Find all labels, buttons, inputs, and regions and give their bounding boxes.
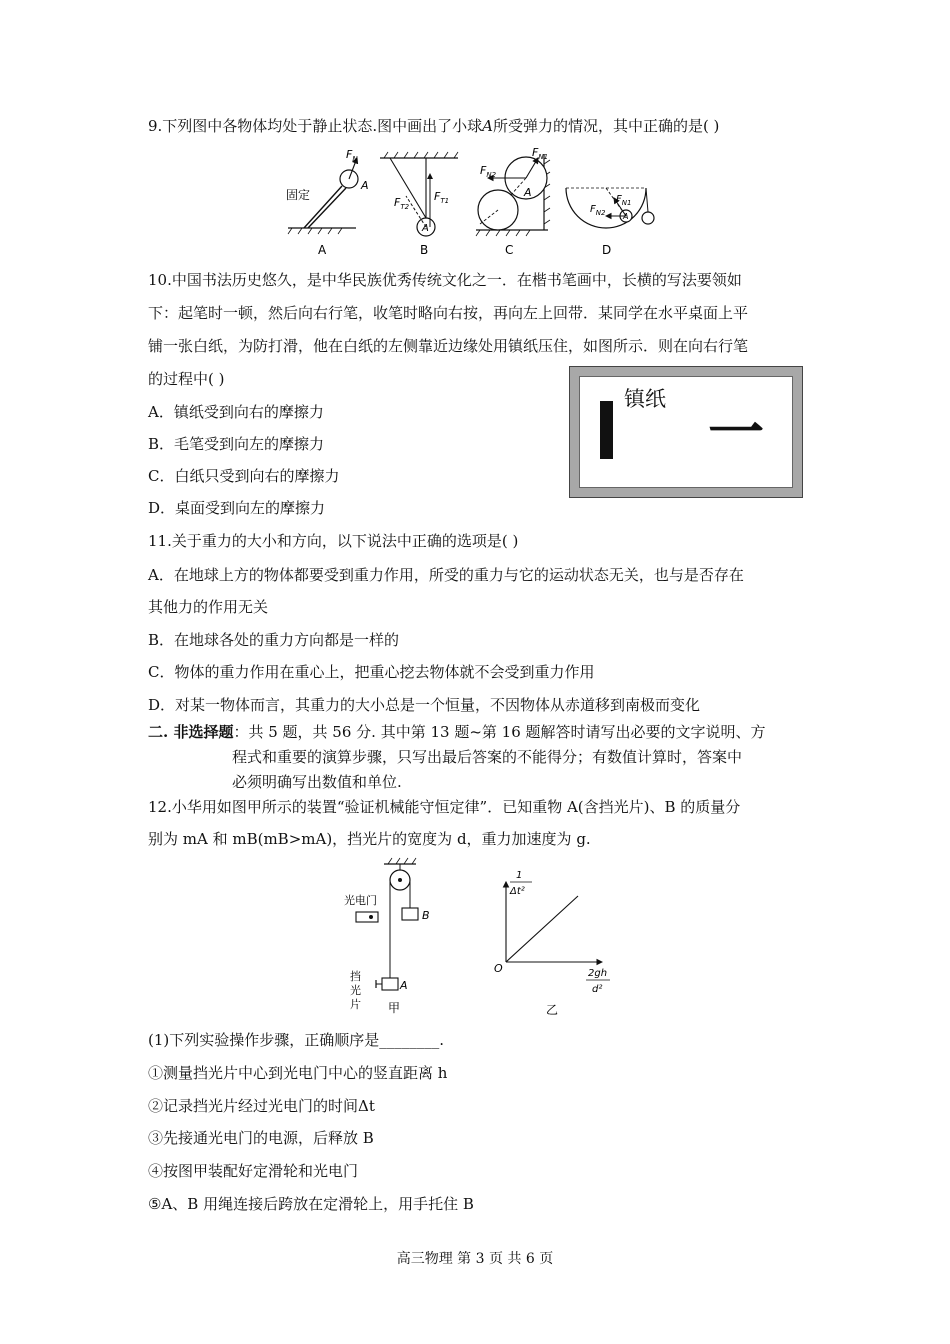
q11-option-c: C．物体的重力作用在重心上，把重心挖去物体就不会受到重力作用 [148, 663, 595, 681]
q12-line-2: 别为 mA 和 mB(mB>mA)，挡光片的宽度为 d，重力加速度为 g. [148, 830, 591, 848]
q9-b-ball-label: A [422, 223, 429, 234]
q12-y-axis-den: Δt² [510, 886, 525, 897]
q12-figures [340, 856, 630, 1018]
q9-a-fn-label: $F_N$ [346, 148, 358, 163]
q9-a-caption: A [318, 243, 327, 257]
q12-apparatus [344, 858, 430, 1015]
q9-b-ft1-label: $F_{T1}$ [434, 190, 450, 205]
q9-c-fn1-label: $F_{N1}$ [532, 146, 549, 161]
q10-line-4: 的过程中( ) [148, 370, 225, 388]
q9-figure-d [566, 188, 654, 257]
q12-shade-label-2: 光 [350, 984, 361, 997]
q9-stem-text: 9.下列图中各物体均处于静止状态.图中画出了小球 [148, 117, 483, 135]
q12-step-2: ②记录挡光片经过光电门的时间Δt [148, 1097, 375, 1115]
q11-option-d: D．对某一物体而言，其重力的大小总是一个恒量，不因物体从赤道移到南极而变化 [148, 696, 701, 714]
q12-caption-right: 乙 [546, 1003, 559, 1017]
q12-step-3: ③先接通光电门的电源，后释放 B [148, 1129, 374, 1147]
page-footer: 高三物理 第 3 页 共 6 页 [396, 1251, 554, 1267]
q9-figures [280, 144, 670, 258]
q9-figure-b [380, 152, 458, 257]
q9-d-ball-label: A [623, 212, 629, 221]
q11-option-a-line-2: 其他力的作用无关 [148, 598, 269, 616]
q9-c-fn2-label: $F_{N2}$ [480, 164, 497, 179]
q12-step-1: ①测量挡光片中心到光电门中心的竖直距离 h [148, 1064, 448, 1082]
q12-block-b-label: B [422, 909, 430, 922]
q12-x-axis-num: 2gh [588, 968, 608, 979]
q12-graph [494, 870, 610, 1017]
q12-step-4: ④按图甲装配好定滑轮和光电门 [148, 1162, 359, 1180]
q12-shade-label-1: 挡 [350, 970, 361, 983]
q12-y-axis-num: 1 [516, 870, 523, 881]
q12-step-5: ⑤A、B 用绳连接后跨放在定滑轮上，用手托住 B [148, 1195, 474, 1213]
q10-option-a: A．镇纸受到向右的摩擦力 [148, 403, 324, 421]
section-2-line-1 [148, 722, 766, 742]
q9-stem-end: 所受弹力的情况，其中正确的是( ) [492, 117, 720, 135]
q9-a-fixed-label: 固定 [286, 188, 311, 202]
q9-stem [148, 116, 719, 136]
section-2-line-3: 必须明确写出数值和单位. [232, 773, 402, 791]
q9-figure-c [476, 146, 550, 257]
q12-caption-left: 甲 [388, 1001, 401, 1015]
q10-line-1: 10.中国书法历史悠久，是中华民族优秀传统文化之一．在楷书笔画中，长横的写法要领如 [148, 271, 742, 289]
q9-c-caption: C [505, 243, 514, 257]
q10-option-b: B．毛笔受到向左的摩擦力 [148, 435, 325, 453]
q12-gate-label: 光电门 [344, 894, 377, 907]
q9-b-caption: B [420, 243, 429, 257]
q12-sub-1: (1)下列实验操作步骤，正确顺序是________. [148, 1031, 445, 1049]
q10-paperweight-label: 镇纸 [624, 387, 666, 411]
section-2-heading: 二. 非选择题 [148, 723, 234, 741]
q12-block-a-label: A [400, 979, 408, 992]
q12-block-a [382, 978, 398, 990]
q10-line-3: 铺一张白纸，为防打滑，他在白纸的左侧靠近边缘处用镇纸压住，如图所示．则在向右行笔 [148, 337, 749, 355]
q12-graph-line [506, 896, 578, 962]
q9-d-caption: D [602, 243, 612, 257]
q10-option-c: C．白纸只受到向右的摩擦力 [148, 467, 340, 485]
q10-brush-stroke: 一 [708, 400, 764, 466]
q11-stem: 11.关于重力的大小和方向，以下说法中正确的选项是( ) [148, 532, 519, 550]
q12-line-1: 12.小华用如图甲所示的装置“验证机械能守恒定律”．已知重物 A(含挡光片)、B 的质量分 [148, 798, 741, 816]
q9-d-hanging-ball [642, 212, 654, 224]
section-2-line-2: 程式和重要的演算步骤，只写出最后答案的不能得分；有数值计算时，答案中 [232, 748, 743, 766]
q11-option-a-line-1: A．在地球上方的物体都要受到重力作用，所受的重力与它的运动状态无关，也与是否存在 [148, 566, 744, 584]
q9-d-fn2-label: $F_{N2}$ [590, 204, 606, 217]
q12-shade-label-3: 片 [350, 998, 361, 1011]
q12-x-axis-den: d² [592, 984, 603, 995]
q9-stem-var: A [482, 117, 493, 135]
q9-c-ball-label: A [524, 186, 532, 199]
q10-line-2: 下：起笔时一顿，然后向右行笔，收笔时略向右按，再向左上回带．某同学在水平桌面上平 [148, 304, 749, 322]
q12-photogate [356, 912, 378, 922]
q10-paperweight [600, 401, 613, 459]
q10-figure [569, 366, 803, 498]
q9-b-ft2-label: $F_{T2}$ [394, 196, 410, 211]
q12-origin-label: O [494, 962, 503, 975]
q9-figure-a [286, 148, 369, 257]
q12-block-b [402, 908, 418, 920]
q11-option-b: B．在地球各处的重力方向都是一样的 [148, 631, 400, 649]
section-2-text-1: ：共 5 题，共 56 分. 其中第 13 题~第 16 题解答时请写出必要的文字说明、方 [233, 723, 766, 741]
q10-option-d: D．桌面受到向左的摩擦力 [148, 499, 326, 517]
q9-d-fn1-label: $F_{N1}$ [616, 194, 632, 207]
q9-a-ball-label: A [361, 179, 369, 192]
q10-paper [579, 376, 793, 488]
